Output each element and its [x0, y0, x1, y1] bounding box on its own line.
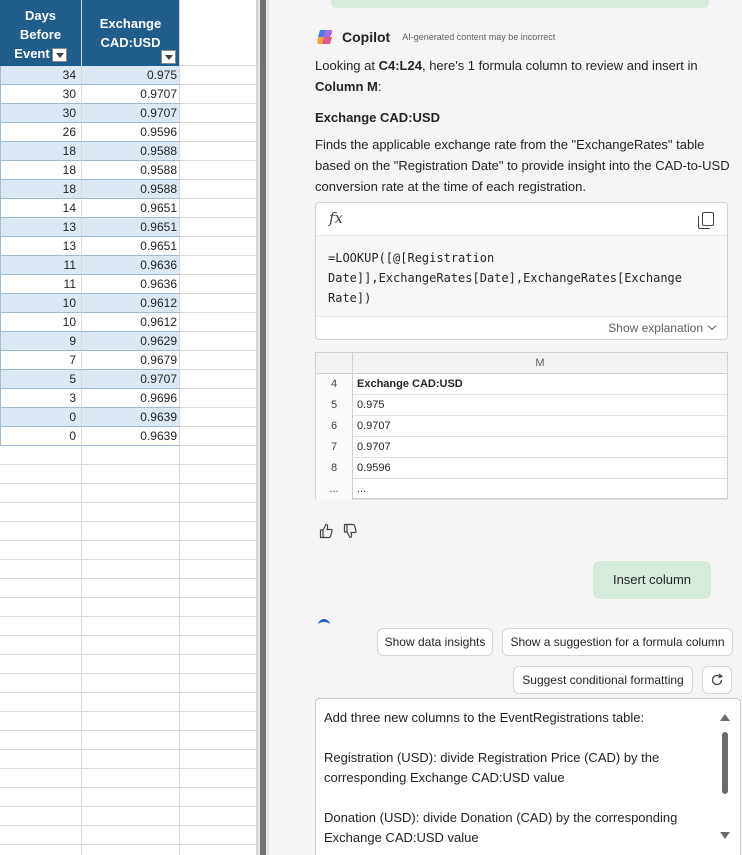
empty-cell[interactable]: [180, 598, 257, 617]
preview-value: 0.9707: [357, 420, 391, 432]
copilot-pane: [269, 0, 742, 855]
header-line: Event: [0, 44, 81, 63]
filter-dropdown-icon[interactable]: [52, 48, 67, 62]
empty-cell[interactable]: [180, 750, 257, 769]
empty-cell[interactable]: [180, 123, 257, 142]
prompt-scrollbar[interactable]: [712, 699, 740, 855]
rate-cell[interactable]: 0.9707: [82, 85, 180, 104]
refresh-suggestions-button[interactable]: [702, 666, 732, 694]
days-cell[interactable]: 10: [0, 294, 82, 313]
table-row: [0, 389, 257, 408]
empty-cell[interactable]: [180, 579, 257, 598]
rate-cell[interactable]: 0.975: [82, 66, 180, 85]
column-preview-table: [315, 352, 728, 499]
empty-cell[interactable]: [180, 807, 257, 826]
empty-cell[interactable]: [0, 807, 82, 826]
days-cell[interactable]: 18: [0, 161, 82, 180]
empty-cell[interactable]: [180, 446, 257, 465]
empty-cell[interactable]: [0, 769, 82, 788]
chevron-down-icon: [708, 322, 716, 330]
prompt-input[interactable]: [315, 698, 741, 855]
empty-row: [0, 617, 257, 636]
empty-cell[interactable]: [0, 541, 82, 560]
prompt-paragraph: Registration (USD): divide Registration Price (CAD) by the corresponding Exchange CAD:USD value: [324, 750, 660, 785]
table-row: [0, 161, 257, 180]
days-cell[interactable]: 18: [0, 142, 82, 161]
conditional-formatting-chip[interactable]: Suggest conditional formatting: [513, 666, 693, 694]
empty-cell[interactable]: [82, 465, 180, 484]
pane-splitter[interactable]: [257, 0, 269, 855]
empty-cell[interactable]: [82, 503, 180, 522]
empty-cell[interactable]: [0, 503, 82, 522]
empty-cell[interactable]: [180, 541, 257, 560]
spreadsheet: [0, 0, 257, 855]
table-row: [0, 218, 257, 237]
empty-row: [0, 788, 257, 807]
empty-cell[interactable]: [180, 256, 257, 275]
empty-row: [0, 484, 257, 503]
empty-row: [0, 845, 257, 855]
empty-cell[interactable]: [180, 66, 257, 85]
table-row: [0, 66, 257, 85]
empty-cell[interactable]: [0, 465, 82, 484]
empty-row: [0, 826, 257, 845]
prompt-paragraph: Donation (USD): divide Donation (CAD) by the corresponding Exchange CAD:USD value: [324, 810, 678, 845]
empty-cell[interactable]: [0, 788, 82, 807]
empty-row: [0, 598, 257, 617]
table-row: [0, 351, 257, 370]
empty-cell[interactable]: [180, 674, 257, 693]
empty-cell[interactable]: [180, 408, 257, 427]
empty-cell[interactable]: [180, 237, 257, 256]
empty-cell[interactable]: [82, 826, 180, 845]
filter-dropdown-icon[interactable]: [161, 50, 176, 64]
days-cell[interactable]: 11: [0, 256, 82, 275]
empty-cell[interactable]: [180, 370, 257, 389]
rate-cell[interactable]: 0.9651: [82, 218, 180, 237]
splitter-bar[interactable]: [260, 0, 266, 855]
loading-indicator: [318, 619, 330, 625]
empty-cell[interactable]: [0, 617, 82, 636]
column-description: Finds the applicable exchange rate from the "ExchangeRates" table based on the "Registration Date" to provide insight into the CAD-to-USD conversion rate at the time of each registration.: [315, 137, 730, 194]
empty-cell[interactable]: [180, 693, 257, 712]
days-cell[interactable]: 11: [0, 275, 82, 294]
copilot-title: Copilot: [342, 29, 391, 45]
empty-cell[interactable]: [180, 104, 257, 123]
empty-cell[interactable]: [82, 560, 180, 579]
empty-cell[interactable]: [180, 484, 257, 503]
show-explanation-toggle[interactable]: Show explanation: [608, 321, 715, 335]
empty-cell[interactable]: [82, 788, 180, 807]
table-row: [0, 180, 257, 199]
days-cell[interactable]: 26: [0, 123, 82, 142]
header-line: Days: [24, 8, 57, 23]
empty-cell[interactable]: [180, 389, 257, 408]
preview-value: 0.9707: [357, 441, 391, 453]
header-line: CAD:USD: [100, 35, 161, 50]
empty-cell[interactable]: [0, 826, 82, 845]
preview-column-letter: M: [535, 357, 545, 369]
empty-row: [0, 712, 257, 731]
table-row: [0, 85, 257, 104]
header-line: Exchange: [99, 16, 162, 31]
preview-value: 0.9596: [357, 462, 391, 474]
column-ref: Column M: [315, 79, 378, 94]
empty-row: [0, 655, 257, 674]
preview-row-number: 8: [316, 458, 353, 479]
empty-cell[interactable]: [180, 161, 257, 180]
empty-cell[interactable]: [82, 845, 180, 855]
empty-cell[interactable]: [180, 427, 257, 446]
rate-cell[interactable]: 0.9629: [82, 332, 180, 351]
empty-row: [0, 750, 257, 769]
formula-code: =LOOKUP([@[Registration Date]],ExchangeRates[Date],ExchangeRates[Exchange Rate]): [316, 235, 728, 317]
empty-row: [0, 674, 257, 693]
preview-row: [316, 395, 727, 416]
empty-cell[interactable]: [82, 674, 180, 693]
preview-row-number: 4: [316, 374, 353, 395]
table-row: [0, 199, 257, 218]
empty-row: [0, 636, 257, 655]
table-row: [0, 332, 257, 351]
preview-value: Exchange CAD:USD: [357, 378, 463, 390]
empty-cell[interactable]: [82, 446, 180, 465]
refresh-icon: [710, 673, 724, 687]
empty-cell[interactable]: [82, 522, 180, 541]
scroll-thumb[interactable]: [722, 732, 728, 794]
rate-cell[interactable]: 0.9588: [82, 180, 180, 199]
header-exchange-cad-usd[interactable]: [82, 0, 180, 66]
table-row: [0, 275, 257, 294]
preview-row-number: 7: [316, 437, 353, 458]
empty-cell[interactable]: [180, 275, 257, 294]
fx-icon: fx: [329, 209, 344, 227]
formula-column-suggestion-chip[interactable]: Show a suggestion for a formula column: [502, 628, 733, 656]
days-cell[interactable]: 0: [0, 427, 82, 446]
table-row: [0, 256, 257, 275]
empty-cell[interactable]: [0, 693, 82, 712]
empty-cell[interactable]: [180, 655, 257, 674]
empty-cell[interactable]: [82, 750, 180, 769]
preview-row-number: ...: [316, 479, 353, 500]
empty-cell[interactable]: [180, 218, 257, 237]
rate-cell[interactable]: 0.9696: [82, 389, 180, 408]
empty-row: [0, 579, 257, 598]
table-row: [0, 104, 257, 123]
copy-icon[interactable]: [702, 212, 714, 226]
ai-disclaimer: AI-generated content may be incorrect: [402, 32, 556, 42]
rate-cell[interactable]: 0.9588: [82, 161, 180, 180]
prompt-paragraph: Add three new columns to the EventRegistrations table:: [324, 710, 645, 725]
empty-cell[interactable]: [180, 332, 257, 351]
empty-cell[interactable]: [180, 0, 257, 66]
empty-cell[interactable]: [180, 313, 257, 332]
rate-cell[interactable]: 0.9707: [82, 104, 180, 123]
days-cell[interactable]: 5: [0, 370, 82, 389]
empty-cell[interactable]: [180, 769, 257, 788]
table-row: [0, 294, 257, 313]
rate-cell[interactable]: 0.9707: [82, 370, 180, 389]
preview-corner: [316, 353, 353, 374]
rate-cell[interactable]: 0.9651: [82, 199, 180, 218]
empty-cell[interactable]: [82, 655, 180, 674]
preview-row: [316, 479, 727, 500]
rate-cell[interactable]: 0.9636: [82, 256, 180, 275]
rate-cell[interactable]: 0.9639: [82, 408, 180, 427]
empty-row: [0, 731, 257, 750]
rate-cell[interactable]: 0.9651: [82, 237, 180, 256]
empty-row: [0, 503, 257, 522]
empty-cell[interactable]: [82, 598, 180, 617]
days-cell[interactable]: 18: [0, 180, 82, 199]
thumbs-up-icon[interactable]: [319, 523, 333, 539]
empty-cell[interactable]: [180, 826, 257, 845]
empty-row: [0, 807, 257, 826]
days-cell[interactable]: 34: [0, 66, 82, 85]
copilot-header: [316, 28, 555, 46]
empty-cell[interactable]: [180, 351, 257, 370]
empty-cell[interactable]: [180, 731, 257, 750]
empty-cell[interactable]: [180, 85, 257, 104]
rate-cell[interactable]: 0.9636: [82, 275, 180, 294]
empty-cell[interactable]: [180, 788, 257, 807]
days-cell[interactable]: 13: [0, 218, 82, 237]
empty-cell[interactable]: [0, 522, 82, 541]
header-days-before-event[interactable]: [0, 0, 82, 66]
empty-cell[interactable]: [180, 199, 257, 218]
days-cell[interactable]: 30: [0, 85, 82, 104]
days-cell[interactable]: 7: [0, 351, 82, 370]
rate-cell[interactable]: 0.9588: [82, 142, 180, 161]
rate-cell[interactable]: 0.9612: [82, 313, 180, 332]
preview-row: [316, 437, 727, 458]
days-cell[interactable]: 14: [0, 199, 82, 218]
empty-row: [0, 446, 257, 465]
empty-row: [0, 693, 257, 712]
empty-cell[interactable]: [180, 522, 257, 541]
insert-column-button[interactable]: Insert column: [593, 561, 711, 599]
table-row: [0, 427, 257, 446]
show-data-insights-chip[interactable]: Show data insights: [377, 628, 493, 656]
empty-cell[interactable]: [180, 636, 257, 655]
empty-cell[interactable]: [180, 294, 257, 313]
preview-value: ...: [357, 483, 367, 495]
empty-row: [0, 560, 257, 579]
empty-cell[interactable]: [0, 560, 82, 579]
empty-cell[interactable]: [0, 636, 82, 655]
empty-row: [0, 522, 257, 541]
formula-card: [315, 202, 728, 340]
table-row: [0, 370, 257, 389]
empty-cell[interactable]: [0, 484, 82, 503]
scroll-down-icon[interactable]: [720, 832, 730, 839]
days-cell[interactable]: 10: [0, 313, 82, 332]
empty-cell[interactable]: [0, 712, 82, 731]
table-row: [0, 237, 257, 256]
header-line: Before: [19, 27, 62, 42]
preview-row: [316, 458, 727, 479]
empty-cell[interactable]: [82, 541, 180, 560]
empty-cell[interactable]: [180, 845, 257, 855]
days-cell[interactable]: 13: [0, 237, 82, 256]
empty-cell[interactable]: [82, 579, 180, 598]
empty-cell[interactable]: [82, 731, 180, 750]
range-ref: C4:L24: [378, 58, 422, 73]
preview-value: 0.975: [357, 399, 385, 411]
preview-row-number: 6: [316, 416, 353, 437]
days-cell[interactable]: 3: [0, 389, 82, 408]
empty-cell[interactable]: [180, 617, 257, 636]
empty-cell[interactable]: [0, 731, 82, 750]
thumbs-down-icon[interactable]: [343, 523, 357, 539]
empty-cell[interactable]: [82, 807, 180, 826]
rate-cell[interactable]: 0.9612: [82, 294, 180, 313]
empty-row: [0, 465, 257, 484]
empty-cell[interactable]: [0, 750, 82, 769]
empty-cell[interactable]: [180, 560, 257, 579]
days-cell[interactable]: 0: [0, 408, 82, 427]
empty-row: [0, 541, 257, 560]
empty-cell[interactable]: [0, 579, 82, 598]
empty-cell[interactable]: [180, 712, 257, 731]
empty-cell[interactable]: [82, 712, 180, 731]
empty-cell[interactable]: [0, 655, 82, 674]
empty-cell[interactable]: [82, 617, 180, 636]
empty-cell[interactable]: [82, 484, 180, 503]
scroll-up-icon[interactable]: [720, 714, 730, 721]
empty-cell[interactable]: [82, 636, 180, 655]
empty-cell[interactable]: [0, 446, 82, 465]
column-name-heading: Exchange CAD:USD: [315, 110, 440, 125]
copilot-logo-icon: [316, 28, 334, 46]
empty-cell[interactable]: [0, 598, 82, 617]
prompt-text[interactable]: [324, 708, 709, 855]
preview-row-number: 5: [316, 395, 353, 416]
intro-text: Looking at C4:L24, here's 1 formula column to review and insert in Column M:: [315, 58, 698, 94]
empty-cell[interactable]: [180, 503, 257, 522]
preview-row: [316, 416, 727, 437]
empty-row: [0, 769, 257, 788]
empty-cell[interactable]: [180, 180, 257, 199]
empty-cell[interactable]: [82, 769, 180, 788]
rate-cell[interactable]: 0.9596: [82, 123, 180, 142]
rate-cell[interactable]: 0.9639: [82, 427, 180, 446]
table-row: [0, 142, 257, 161]
days-cell[interactable]: 30: [0, 104, 82, 123]
rate-cell[interactable]: 0.9679: [82, 351, 180, 370]
preview-row: [316, 374, 727, 395]
days-cell[interactable]: 9: [0, 332, 82, 351]
empty-cell[interactable]: [0, 845, 82, 855]
previous-message-edge: [331, 0, 709, 8]
empty-cell[interactable]: [82, 693, 180, 712]
empty-cell[interactable]: [0, 674, 82, 693]
table-row: [0, 313, 257, 332]
preview-column-header: [316, 353, 727, 374]
table-row: [0, 408, 257, 427]
table-row: [0, 123, 257, 142]
empty-cell[interactable]: [180, 465, 257, 484]
empty-cell[interactable]: [180, 142, 257, 161]
